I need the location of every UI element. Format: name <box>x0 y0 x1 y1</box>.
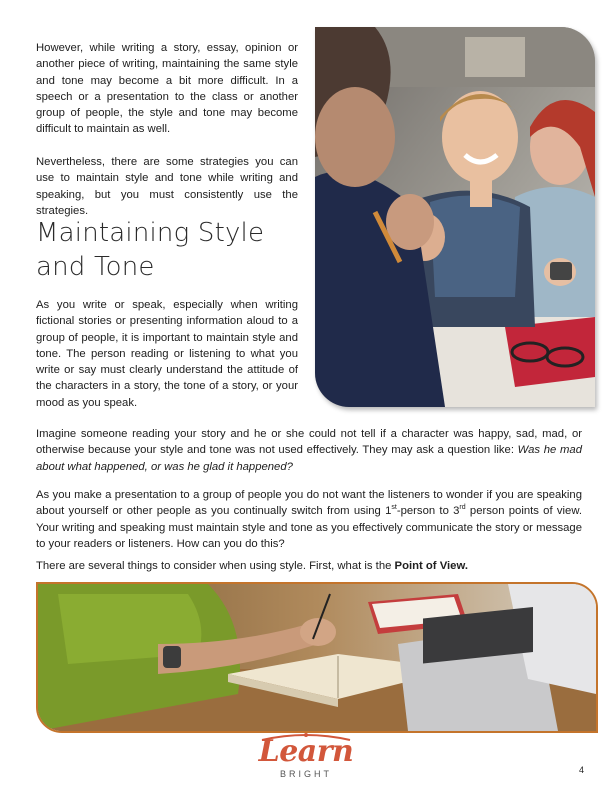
paragraph-presentation-part2: -person to 3 <box>396 505 460 518</box>
paragraph-intro: However, while writing a story, essay, opinion or another piece of writing, maintaining the same style and tone may become a bit more difficult. In a speech or a presentation to the class or another group of people, the style and tone may become difficult to maintain as well. <box>36 42 298 136</box>
writing-photo-illustration <box>38 584 596 731</box>
students-photo-illustration <box>315 27 595 407</box>
writing-photo <box>36 582 598 733</box>
section-heading: Maintaining Style and Tone <box>36 218 265 282</box>
paragraph-presentation-part3: person points of view. Your writing and speaking must maintain style and tone as you effectively communicate the story or message to your readers or listeners. How can you do this? <box>36 505 582 550</box>
logo-subtext: BRIGHT <box>279 769 332 779</box>
paragraph-imagine <box>36 426 582 475</box>
learn-bright-logo <box>248 730 364 784</box>
ordinal-superscript-first: st <box>391 504 397 512</box>
point-of-view-term: Point of View. <box>394 560 468 572</box>
paragraph-pov-text: There are several things to consider when using style. First, what is the <box>36 560 395 572</box>
students-photo <box>315 27 595 407</box>
paragraph-presentation-part1: As you make a presentation to a group of people you do not want the listeners to wonder if you are speaking about yourself or other people as you continually switch from using 1 <box>36 489 582 518</box>
logo-text: Learn <box>258 734 354 769</box>
paragraph-point-of-view <box>36 558 582 574</box>
paragraph-strategies: Nevertheless, there are some strategies you can use to maintain style and tone while writing and speaking, but you must consistently use the strategies. <box>36 156 298 217</box>
paragraph-imagine-text: Imagine someone reading your story and he or she could not tell if a character was happy, sad, mad, or otherwise because your style and tone was not used effectively. They may ask a question like: <box>36 428 582 457</box>
example-question: Was he mad about what happened, or was he glad it happened? <box>36 444 582 473</box>
page-number: 4 <box>578 765 584 775</box>
paragraph-maintain: As you write or speak, especially when writing fictional stories or presenting information aloud to a group of people, it is important to maintain style and tone. The person reading or listening to what you write or say must clearly understand the attitude of the characters in a story, the tone of a story, or your mood as you speak. <box>36 299 298 409</box>
paragraph-presentation <box>36 487 582 552</box>
ordinal-superscript-third: rd <box>459 504 466 512</box>
